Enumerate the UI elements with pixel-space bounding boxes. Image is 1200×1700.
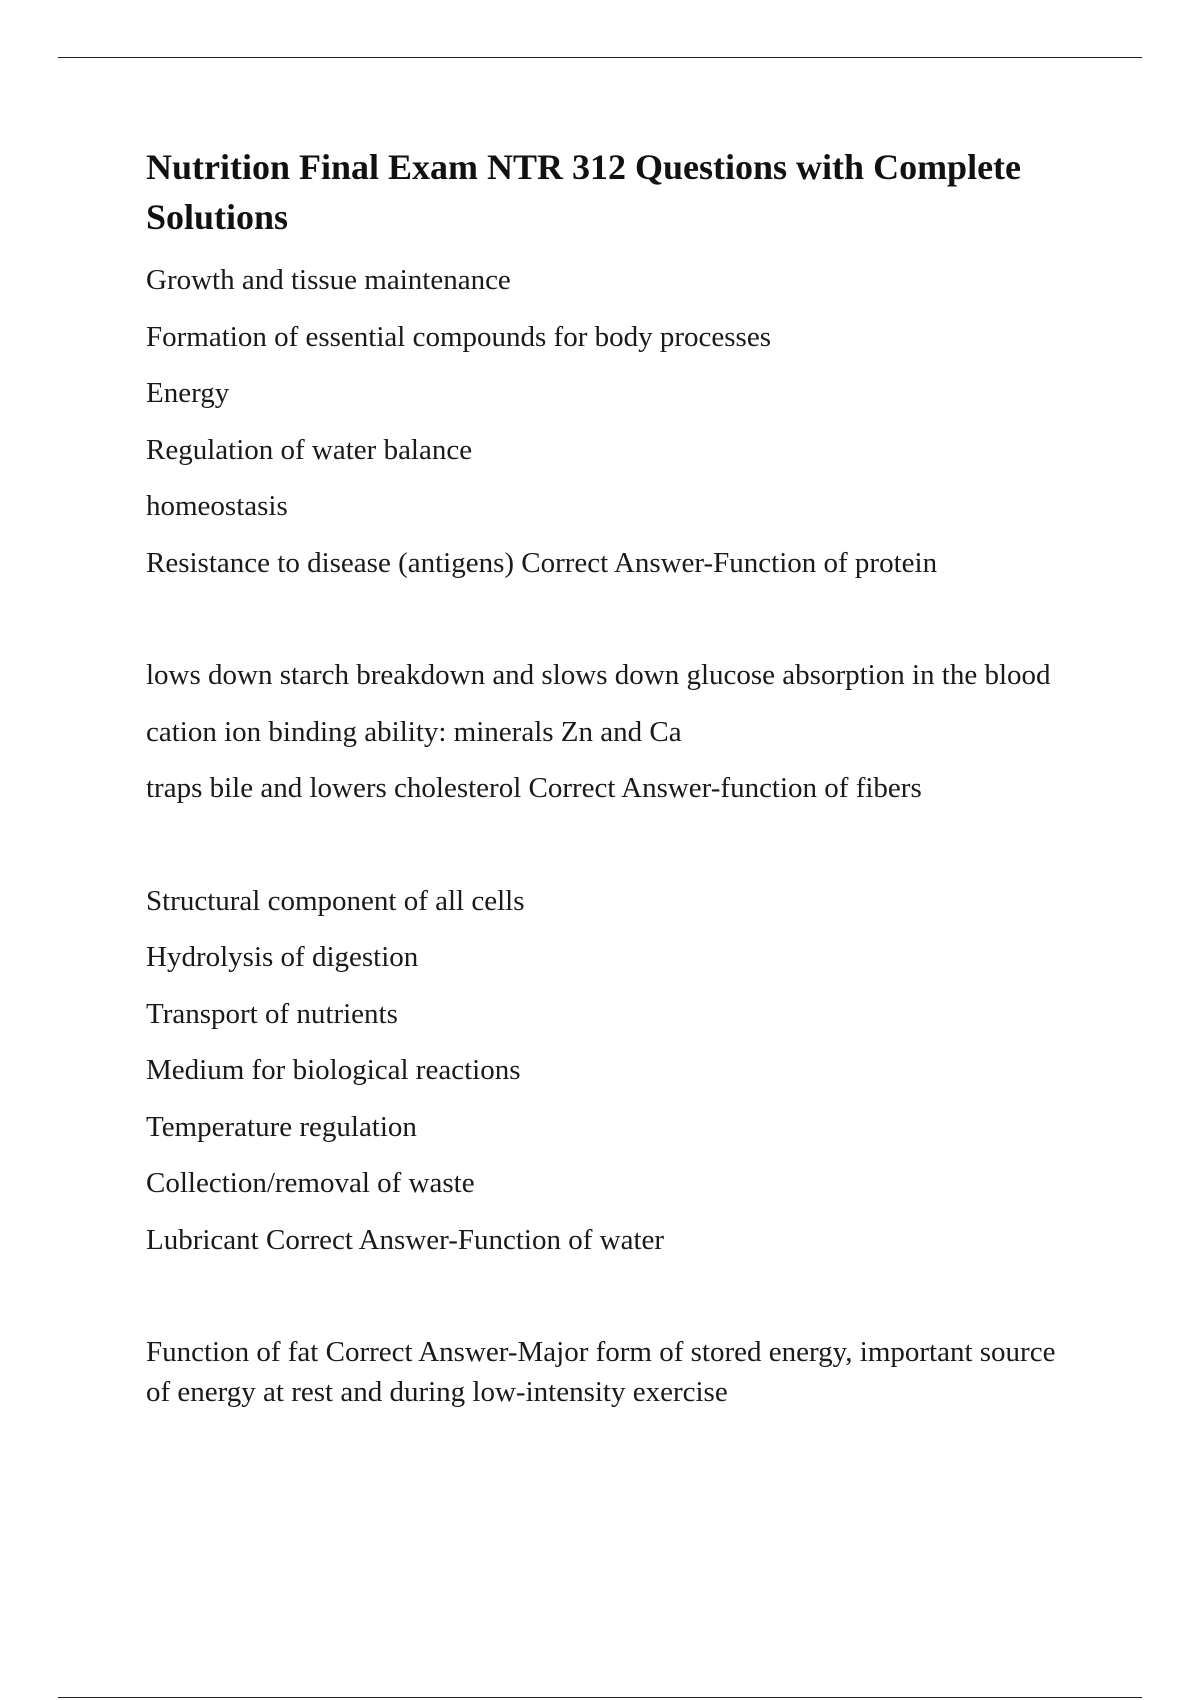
document-body: [146, 142, 1086, 1429]
answer-line: Regulation of water balance: [146, 433, 473, 466]
document-title: Nutrition Final Exam NTR 312 Questions with Complete Solutions: [146, 147, 1022, 237]
footer-rule: [58, 1697, 1142, 1698]
answer-line: Growth and tissue maintenance: [146, 264, 511, 296]
answer-line: Structural component of all cells: [146, 884, 525, 917]
qa-block-protein: [146, 260, 1086, 583]
block-spacer: [146, 1276, 1086, 1332]
answer-line: Medium for biological reactions: [146, 1054, 521, 1086]
answer-line: Transport of nutrients: [146, 997, 398, 1030]
answer-line: cation ion binding ability: minerals Zn and Ca: [146, 715, 682, 748]
qa-block-fat: [146, 1332, 1086, 1412]
block-spacer: [146, 825, 1086, 881]
qa-block-fiber: [146, 655, 1086, 808]
answer-line: Hydrolysis of digestion: [146, 941, 419, 973]
block-spacer: [146, 599, 1086, 655]
answer-line: Lubricant Correct Answer-Function of water: [146, 1223, 665, 1256]
answer-line: Function of fat Correct Answer-Major form of stored energy, important source of energy at rest and during low-intensity exercise: [146, 1336, 1056, 1408]
answer-line: Formation of essential compounds for body processes: [146, 320, 772, 353]
answer-line: Energy: [146, 377, 230, 409]
answer-line: lows down starch breakdown and slows down glucose absorption in the blood: [146, 659, 1051, 691]
answer-line: traps bile and lowers cholesterol Correct Answer-function of fibers: [146, 772, 922, 804]
answer-line: homeostasis: [146, 490, 288, 522]
answer-line: Collection/removal of waste: [146, 1167, 475, 1199]
qa-block-water: [146, 881, 1086, 1260]
answer-line: Resistance to disease (antigens) Correct Answer-Function of protein: [146, 546, 938, 579]
header-rule: [58, 57, 1142, 58]
answer-line: Temperature regulation: [146, 1110, 417, 1143]
